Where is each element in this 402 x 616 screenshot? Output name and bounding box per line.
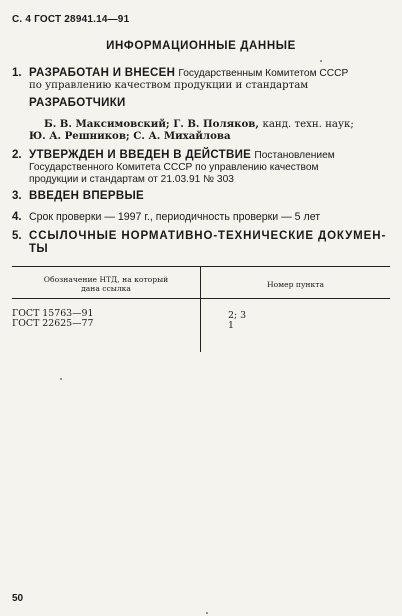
- table-column-divider: [200, 266, 201, 352]
- section-2-text-cont-1: Государственного Комитета СССР по управлению качеством: [29, 162, 319, 173]
- section-5: [12, 230, 390, 255]
- section-3-number: 3.: [12, 190, 22, 202]
- section-4-number: 4.: [12, 211, 22, 223]
- running-head: С. 4 ГОСТ 28941.14—91: [12, 14, 130, 25]
- table-header-rule: [12, 298, 390, 299]
- section-2-lead: УТВЕРЖДЕН И ВВЕДЕН В ДЕЙСТВИЕ: [29, 149, 252, 161]
- developers-degree: канд. техн. наук;: [262, 119, 354, 130]
- section-2-number: 2.: [12, 149, 22, 161]
- section-2-text-cont-2: продукции и стандартам от 21.03.91 № 303: [29, 174, 234, 185]
- table-top-rule: [12, 266, 390, 267]
- section-2: [12, 149, 390, 186]
- developers-names-2: Ю. А. Решников; С. А. Михайлова: [29, 130, 231, 142]
- table-header-doc: [12, 275, 200, 293]
- scan-speck: [60, 378, 62, 380]
- section-4-text: Срок проверки — 1997 г., периодичность проверки — 5 лет: [29, 211, 321, 223]
- developers-names-1: Б. В. Максимовский; Г. В. Поляков,: [44, 118, 259, 130]
- section-5-number: 5.: [12, 230, 22, 242]
- table-header-doc-line-2: дана ссылка: [81, 284, 131, 293]
- section-3-lead: ВВЕДЕН ВПЕРВЫЕ: [29, 190, 144, 202]
- section-1-number: 1.: [12, 67, 22, 79]
- section-2-text: Постановлением: [254, 150, 335, 161]
- table-header-doc-line-1: Обозначение НТД, на который: [43, 275, 169, 284]
- section-4: [12, 211, 390, 224]
- section-5-lead-cont: ТЫ: [29, 243, 48, 255]
- section-1-text: Государственным Комитетом СССР: [178, 68, 349, 79]
- page-number: 50: [12, 593, 24, 604]
- section-5-lead: ССЫЛОЧНЫЕ НОРМАТИВНО-ТЕХНИЧЕСКИЕ ДОКУМЕН-: [29, 230, 387, 242]
- reference-table: [12, 266, 390, 354]
- section-1-text-cont: по управлению качеством продукции и стандартам: [29, 80, 309, 91]
- section-3: [12, 190, 390, 203]
- page-title: ИНФОРМАЦИОННЫЕ ДАННЫЕ: [106, 40, 296, 52]
- table-row-1-item: 2; 3: [228, 310, 247, 321]
- table-row-2-item: 1: [228, 320, 234, 331]
- table-row-2-doc: ГОСТ 22625—77: [12, 318, 94, 329]
- scan-speck: [206, 612, 208, 614]
- table-row-1-doc: ГОСТ 15763—91: [12, 308, 94, 319]
- scan-speck: [320, 60, 322, 62]
- developers-line-1: [12, 118, 390, 130]
- section-1-lead: РАЗРАБОТАН И ВНЕСЕН: [29, 67, 176, 79]
- section-1: [12, 67, 390, 92]
- developers-heading: РАЗРАБОТЧИКИ: [29, 97, 126, 109]
- table-header-item: Номер пункта: [267, 280, 324, 289]
